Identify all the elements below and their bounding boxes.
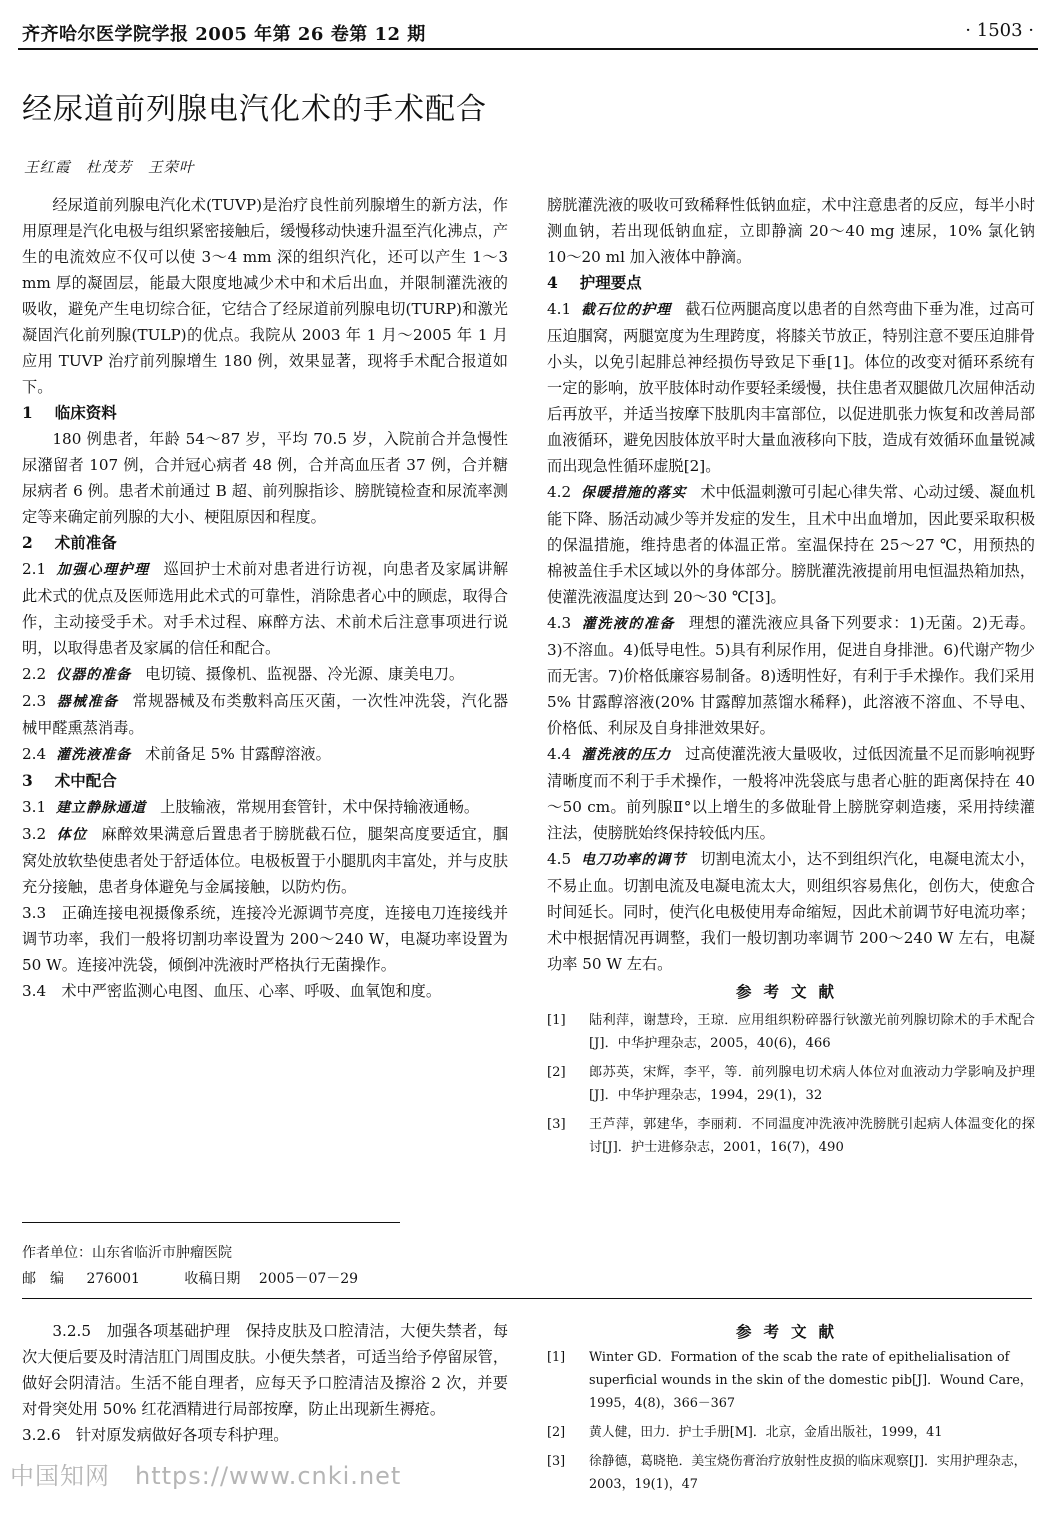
subsection-number: 4.4	[547, 745, 572, 763]
section-number: 4	[547, 273, 558, 292]
subsection-paragraph	[547, 741, 1035, 846]
section-number: 2	[22, 533, 33, 552]
subsection-text: 术前备足 5% 甘露醇溶液。	[145, 745, 331, 763]
subsection-text: 针对原发病做好各项专科护理。	[75, 1426, 289, 1444]
subsection-text: 术中低温刺激可引起心律失常、心动过缓、凝血机能下降、肠活动减少等并发症的发生，且术中出血增加，因此要采取积极的保温措施，维持患者的体温正常。室温保持在 25～27 ℃，用预热的棉被盖住手术区域以外的身体部分。膀胱灌洗液提前用电恒温热箱加热，使灌洗液温度达到 20～30 ℃[3]。	[547, 483, 1036, 606]
reference-item	[547, 1421, 1035, 1444]
reference-text: 黄人健，田力．护士手册[M]．北京，金盾出版社，1999，41	[589, 1425, 943, 1440]
reference-item	[547, 1061, 1035, 1107]
section-title: 临床资料	[54, 403, 117, 422]
postcode: 276001	[86, 1271, 140, 1287]
subsection-paragraph	[22, 900, 508, 978]
subsection-text: 术中严密监测心电图、血压、心率、呼吸、血氧饱和度。	[61, 982, 442, 1000]
article-separator	[22, 1298, 1032, 1299]
subsection-text: 过高使灌洗液大量吸收，过低因流量不足而影响视野清晰度而不利于手术操作，一般将冲洗袋底与患者心脏的距离保持在 40～50 cm。前列腺Ⅱ°以上增生的多做耻骨上膀胱穿刺造瘘，采用持续灌注法，使膀胱始终保持较低内压。	[547, 745, 1036, 842]
reference-item	[547, 1113, 1035, 1159]
subsection-number: 3.2	[22, 825, 47, 843]
subsection-number: 3.2.5	[52, 1322, 92, 1340]
reference-number: [2]	[547, 1425, 566, 1440]
subsection-paragraph	[22, 821, 508, 900]
section-number: 1	[22, 403, 33, 422]
subsection-text: 正确连接电视摄像系统，连接冷光源调节亮度，连接电刀连接线并调节功率，我们一般将切割功率设置为 200～240 W，电凝功率设置为 50 W。连接冲洗袋，倾倒冲洗液时严格执行无菌操作。	[22, 904, 509, 974]
subsection-text: 上肢输液，常规用套管针，术中保持输液通畅。	[160, 798, 480, 816]
section-heading	[22, 530, 508, 556]
subsection-lead: 建立静脉通道	[56, 800, 147, 816]
reference-text: 王芦萍，郭建华，李丽莉．不同温度冲洗液冲洗膀胱引起病人体温变化的探讨[J]．护士进修杂志，2001，16(7)，490	[589, 1117, 1035, 1155]
postcode-label: 邮编	[22, 1271, 78, 1287]
subsection-paragraph	[547, 610, 1035, 741]
right-column	[547, 192, 1035, 1165]
affiliation: 作者单位：山东省临沂市肿瘤医院	[22, 1245, 232, 1261]
subsection-number: 2.4	[22, 745, 47, 763]
subsection-paragraph	[22, 741, 508, 768]
subsection-number: 2.1	[22, 560, 47, 578]
reference-item	[547, 1346, 1035, 1415]
reference-number: [1]	[547, 1013, 566, 1028]
subsection-paragraph	[22, 556, 508, 661]
subsection-number: 3.2.6	[22, 1426, 61, 1444]
subsection-text: 加强各项基础护理 保持皮肤及口腔清洁，大便失禁者，每次大便后要及时清洁肛门周围皮肤。小便失禁者，可适当给予停留尿管，做好会阴清洁。生活不能自理者，应每天予口腔清洁及擦浴 2 次，并要对骨突处用 50% 红花酒精进行局部按摩，防止出现新生褥疮。	[22, 1322, 509, 1418]
section-title: 术前准备	[54, 533, 117, 552]
cnki-watermark: 中国知网 https://www.cnki.net	[10, 1462, 402, 1490]
subsection-lead: 保暖措施的落实	[581, 485, 687, 501]
subsection-lead: 截石位的护理	[581, 302, 672, 318]
subsection-paragraph	[22, 794, 508, 821]
subsection-text: 电切镜、摄像机、监视器、冷光源、康美电刀。	[145, 665, 465, 683]
author-footnote	[22, 1240, 358, 1292]
subsection-lead: 加强心理护理	[56, 562, 150, 578]
body-paragraph	[22, 1318, 508, 1422]
author-list: 王红霞 杜茂芳 王荣叶	[24, 160, 195, 176]
received-date: 2005－07－29	[258, 1271, 359, 1287]
subsection-lead: 灌洗液准备	[56, 747, 132, 763]
body-paragraph	[22, 1422, 508, 1448]
footnote-rule	[22, 1222, 400, 1223]
lower-right-column	[547, 1318, 1035, 1502]
reference-item	[547, 1450, 1035, 1496]
subsection-lead: 灌洗液的压力	[581, 747, 672, 763]
postcode-line	[22, 1266, 358, 1292]
reference-number: [3]	[547, 1454, 566, 1469]
reference-text: 陆利萍，谢慧玲，王琼．应用组织粉碎器行钬激光前列腺切除术的手术配合[J]．中华护理杂志，2005，40(6)，466	[589, 1013, 1035, 1051]
subsection-number: 3.4	[22, 982, 47, 1000]
subsection-lead: 电刀功率的调节	[581, 852, 687, 868]
subsection-text: 巡回护士术前对患者进行访视，向患者及家属讲解此术式的优点及医师选用此术式的可靠性，消除患者心中的顾虑，取得合作，主动接受手术。对手术过程、麻醉方法、术前术后注意事项进行说明，以取得患者及家属的信任和配合。	[22, 560, 509, 657]
reference-item	[547, 1009, 1035, 1055]
subsection-number: 3.1	[22, 798, 47, 816]
subsection-number: 4.5	[547, 850, 572, 868]
subsection-paragraph	[547, 296, 1035, 479]
subsection-text: 截石位两腿高度以患者的自然弯曲下垂为准，过高可压迫腘窝，两腿宽度为生理跨度，将膝关节放正，特别注意不要压迫腓骨小头，以免引起腓总神经损伤导致足下垂[1]。体位的改变对循环系统有一定的影响，放平肢体时动作要轻柔缓慢，扶住患者双腿做几次屈伸活动后再放平，并适当按摩下肢肌肉丰富部位，以促进肌张力恢复和改善局部血液循环，避免因肢体放平时大量血液移向下肢，造成有效循环血量锐减而出现急性循环虚脱[2]。	[547, 300, 1036, 475]
section-heading	[22, 768, 508, 794]
reference-text: 郎苏英，宋辉，李平，等．前列腺电切术病人体位对血液动力学影响及护理[J]．中华护理杂志，1994，29(1)，32	[589, 1065, 1035, 1103]
body-paragraph: 膀胱灌洗液的吸收可致稀释性低钠血症，术中注意患者的反应，每半小时测血钠，若出现低钠血症，立即静滴 20～40 mg 速尿，10% 氯化钠 10～20 ml 加入液体中静滴。	[547, 196, 1035, 266]
reference-number: [1]	[547, 1350, 566, 1365]
subsection-text: 常规器械及布类敷料高压灭菌，一次性冲洗袋，汽化器械甲醛熏蒸消毒。	[22, 692, 509, 737]
section-title: 护理要点	[579, 273, 642, 292]
subsection-number: 3.3	[22, 904, 47, 922]
section-title: 术中配合	[54, 771, 117, 790]
subsection-number: 4.1	[547, 300, 572, 318]
subsection-number: 4.2	[547, 483, 572, 501]
page-number: · 1503 ·	[965, 20, 1034, 41]
references-title: 参考文献	[735, 982, 846, 1001]
subsection-number: 4.3	[547, 614, 572, 632]
subsection-text: 切割电流太小，达不到组织汽化，电凝电流太小，不易止血。切割电流及电凝电流太大，则组织容易焦化，创伤大，使愈合时间延长。同时，使汽化电极使用寿命缩短，因此术前调节好电流功率；术中根据情况再调整，我们一般切割功率调节 200～240 W 左右，电凝功率 50 W 左右。	[547, 850, 1036, 973]
reference-number: [3]	[547, 1117, 566, 1132]
subsection-number: 2.2	[22, 665, 47, 683]
reference-text: Winter GD．Formation of the scab the rate of epithelialisation of superficial wounds in the skin of the domestic pib[J]．Wound Care，1995，4(8)，366－367	[589, 1350, 1033, 1411]
reference-number: [2]	[547, 1065, 566, 1080]
subsection-paragraph	[547, 846, 1035, 977]
journal-name: 齐齐哈尔医学院学报 2005 年第 26 卷第 12 期	[22, 24, 426, 45]
left-column	[22, 192, 508, 1004]
header-rule	[18, 48, 1038, 50]
lower-left-column	[22, 1318, 508, 1448]
subsection-number: 2.3	[22, 692, 47, 710]
subsection-lead: 灌洗液的准备	[581, 616, 675, 632]
received-label: 收稿日期	[184, 1271, 241, 1287]
section-heading	[22, 400, 508, 426]
subsection-text: 麻醉效果满意后置患者于膀胱截石位，腿架高度要适宜，腘窝处放软垫使患者处于舒适体位。电极板置于小腿肌肉丰富处，并与皮肤充分接触，患者身体避免与金属接触，以防灼伤。	[22, 825, 509, 896]
body-paragraph: 180 例患者，年龄 54～87 岁，平均 70.5 岁，入院前合并急慢性尿潴留者 107 例，合并冠心病者 48 例，合并高血压者 37 例，合并糖尿病者 6 例。患者术前通过 B 超、前列腺指诊、膀胱镜检查和尿流率测定等来确定前列腺的大小、梗阻原因和程度。	[22, 430, 508, 526]
subsection-paragraph	[22, 688, 508, 741]
reference-text: 徐静德，葛晓艳．美宝烧伤膏治疗放射性皮损的临床观察[J]．实用护理杂志，2003，19(1)，47	[589, 1454, 1027, 1492]
subsection-paragraph	[22, 661, 508, 688]
section-number: 3	[22, 771, 33, 790]
subsection-lead: 体位	[56, 827, 88, 843]
subsection-text: 理想的灌洗液应具备下列要求：1)无菌。2)无毒。3)不溶血。4)低导电性。5)具有利尿作用，促进自身排泄。6)代谢产物少而无害。7)价格低廉容易制备。8)透明性好，有利于手术操作。我们采用 5% 甘露醇溶液(20% 甘露醇加蒸馏水稀释)，此溶液不溶血、不导电、价格低、利尿及自身排泄效果好。	[547, 614, 1035, 737]
section-heading	[547, 270, 1035, 296]
subsection-paragraph	[547, 479, 1035, 610]
intro-paragraph: 经尿道前列腺电汽化术(TUVP)是治疗良性前列腺增生的新方法，作用原理是汽化电极与组织紧密接触后，缓慢移动快速升温至汽化沸点，产生的电流效应不仅可以使 3～4 mm 深的组织汽化，还可以产生 1～3 mm 厚的凝固层，能最大限度地减少术中和术后出血，并限制灌洗液的吸收，避免产生电切综合征，它结合了经尿道前列腺电切(TURP)和激光凝固汽化前列腺(TULP)的优点。我院从 2003 年 1 月～2005 年 1 月应用 TUVP 治疗前列腺增生 180 例，效果显著，现将手术配合报道如下。	[22, 196, 508, 396]
article-title: 经尿道前列腺电汽化术的手术配合	[22, 92, 487, 127]
subsection-lead: 仪器的准备	[56, 667, 132, 683]
references-title: 参考文献	[735, 1322, 846, 1341]
subsection-paragraph	[22, 978, 508, 1004]
subsection-lead: 器械准备	[56, 694, 119, 710]
